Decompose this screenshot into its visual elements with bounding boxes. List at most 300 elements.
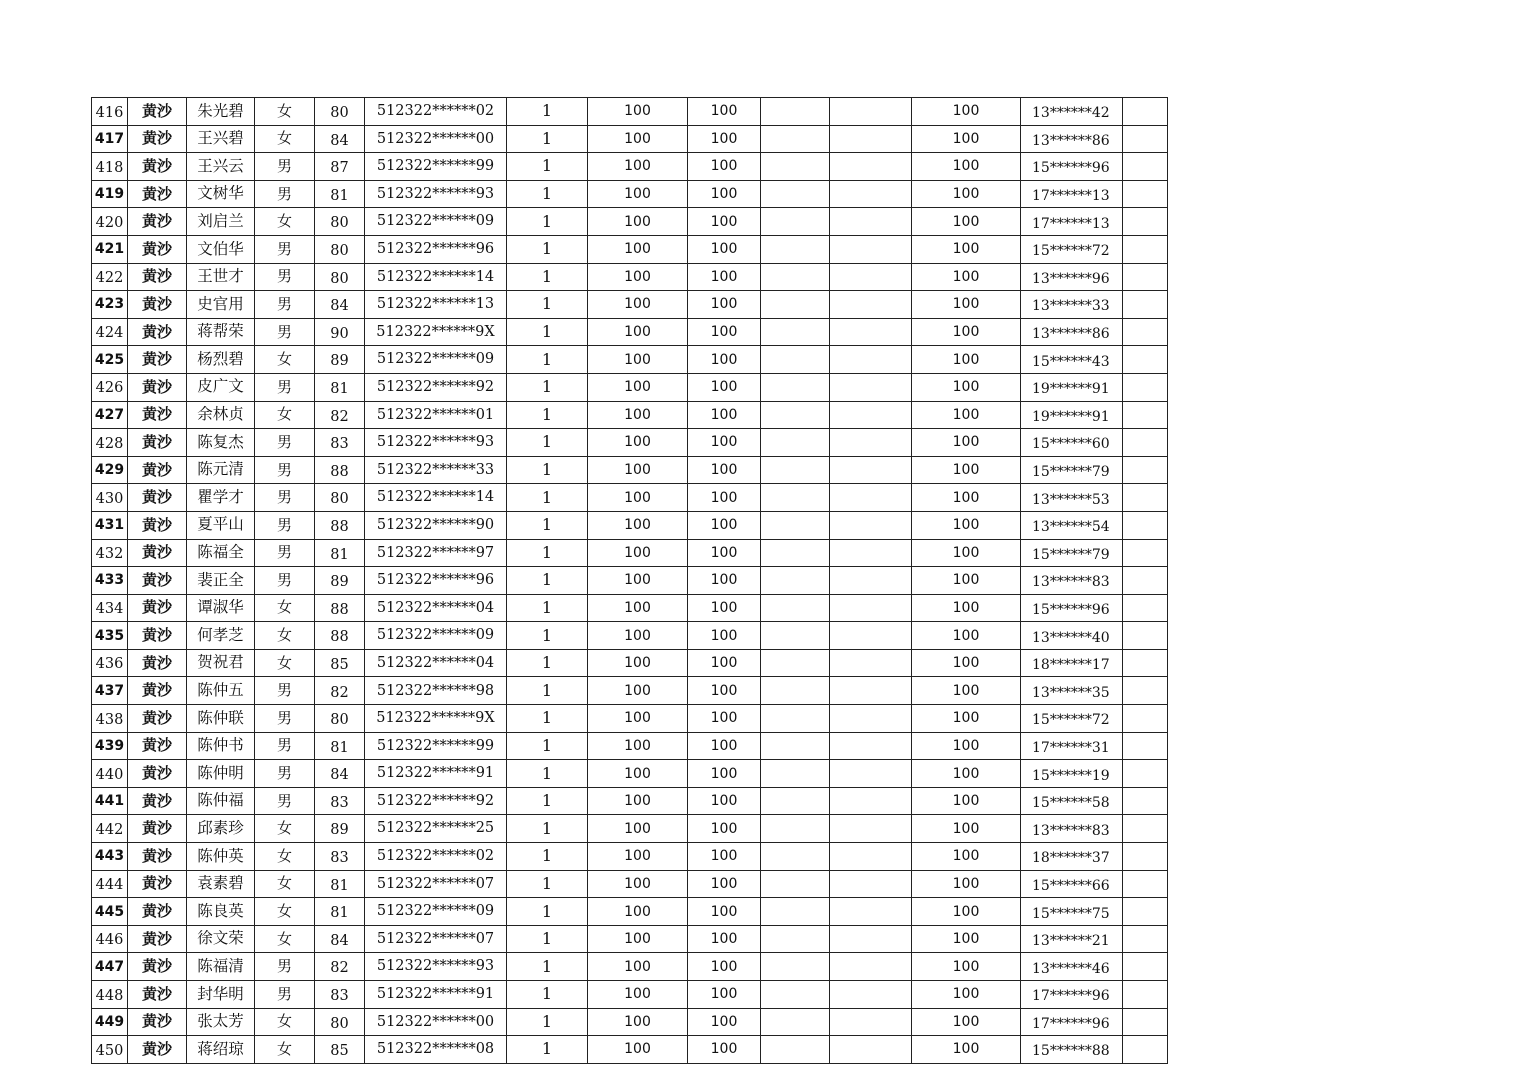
cell-amount-b: 100: [688, 263, 761, 291]
cell-blank: [1123, 373, 1168, 401]
cell-town: 黄沙: [128, 153, 187, 181]
cell-blank: [830, 484, 912, 512]
cell-town: 黄沙: [128, 787, 187, 815]
cell-blank: [1123, 511, 1168, 539]
cell-blank: [830, 815, 912, 843]
cell-count: 1: [507, 1036, 588, 1064]
cell-town: 黄沙: [128, 235, 187, 263]
cell-blank: [761, 1008, 830, 1036]
cell-id-number: 512322******02: [365, 98, 507, 126]
cell-amount-a: 100: [588, 622, 688, 650]
cell-sex: 男: [255, 484, 315, 512]
cell-id-number: 512322******96: [365, 235, 507, 263]
cell-id-number: 512322******93: [365, 180, 507, 208]
cell-town: 黄沙: [128, 180, 187, 208]
cell-amount-b: 100: [688, 539, 761, 567]
cell-id-number: 512322******01: [365, 401, 507, 429]
cell-blank: [1123, 567, 1168, 595]
cell-blank: [1123, 594, 1168, 622]
cell-id-number: 512322******93: [365, 429, 507, 457]
cell-amount-c: 100: [912, 484, 1021, 512]
cell-id-number: 512322******04: [365, 594, 507, 622]
cell-phone: 15******19: [1021, 760, 1123, 788]
cell-blank: [761, 567, 830, 595]
cell-amount-b: 100: [688, 649, 761, 677]
cell-blank: [761, 153, 830, 181]
cell-blank: [761, 622, 830, 650]
cell-amount-b: 100: [688, 456, 761, 484]
cell-seq-number: 426: [92, 373, 128, 401]
table-row: [92, 318, 1168, 346]
cell-age: 88: [315, 456, 365, 484]
cell-seq-number: 424: [92, 318, 128, 346]
cell-seq-number: 446: [92, 925, 128, 953]
cell-blank: [761, 456, 830, 484]
cell-blank: [761, 125, 830, 153]
cell-count: 1: [507, 898, 588, 926]
cell-amount-b: 100: [688, 567, 761, 595]
cell-count: 1: [507, 732, 588, 760]
cell-seq-number: 419: [92, 180, 128, 208]
cell-sex: 男: [255, 953, 315, 981]
cell-age: 89: [315, 567, 365, 595]
cell-id-number: 512322******99: [365, 153, 507, 181]
cell-seq-number: 435: [92, 622, 128, 650]
cell-blank: [1123, 208, 1168, 236]
cell-amount-a: 100: [588, 125, 688, 153]
cell-id-number: 512322******33: [365, 456, 507, 484]
cell-blank: [1123, 1036, 1168, 1064]
cell-sex: 女: [255, 346, 315, 374]
cell-name: 封华明: [187, 981, 255, 1009]
cell-count: 1: [507, 925, 588, 953]
cell-amount-c: 100: [912, 705, 1021, 733]
cell-count: 1: [507, 649, 588, 677]
cell-amount-c: 100: [912, 539, 1021, 567]
cell-seq-number: 449: [92, 1008, 128, 1036]
cell-amount-c: 100: [912, 594, 1021, 622]
cell-count: 1: [507, 318, 588, 346]
cell-phone: 15******58: [1021, 787, 1123, 815]
cell-blank: [830, 456, 912, 484]
table-row: [92, 346, 1168, 374]
cell-name: 陈仲福: [187, 787, 255, 815]
cell-blank: [1123, 677, 1168, 705]
cell-amount-a: 100: [588, 760, 688, 788]
cell-age: 81: [315, 898, 365, 926]
cell-phone: 18******17: [1021, 649, 1123, 677]
cell-sex: 男: [255, 787, 315, 815]
cell-amount-c: 100: [912, 429, 1021, 457]
cell-sex: 女: [255, 98, 315, 126]
cell-age: 82: [315, 953, 365, 981]
cell-town: 黄沙: [128, 263, 187, 291]
table-row: [92, 98, 1168, 126]
cell-amount-b: 100: [688, 787, 761, 815]
cell-name: 陈复杰: [187, 429, 255, 457]
cell-name: 瞿学才: [187, 484, 255, 512]
cell-amount-c: 100: [912, 125, 1021, 153]
cell-blank: [830, 373, 912, 401]
cell-amount-c: 100: [912, 401, 1021, 429]
cell-phone: 15******88: [1021, 1036, 1123, 1064]
cell-amount-a: 100: [588, 732, 688, 760]
cell-town: 黄沙: [128, 953, 187, 981]
cell-name: 朱光碧: [187, 98, 255, 126]
cell-blank: [830, 1008, 912, 1036]
cell-seq-number: 421: [92, 235, 128, 263]
cell-name: 陈福清: [187, 953, 255, 981]
cell-blank: [1123, 898, 1168, 926]
cell-name: 夏平山: [187, 511, 255, 539]
cell-seq-number: 425: [92, 346, 128, 374]
cell-amount-c: 100: [912, 843, 1021, 871]
cell-phone: 19******91: [1021, 373, 1123, 401]
cell-phone: 13******86: [1021, 125, 1123, 153]
cell-amount-b: 100: [688, 318, 761, 346]
cell-amount-b: 100: [688, 401, 761, 429]
cell-count: 1: [507, 981, 588, 1009]
cell-blank: [761, 511, 830, 539]
cell-amount-c: 100: [912, 180, 1021, 208]
cell-amount-c: 100: [912, 373, 1021, 401]
cell-id-number: 512322******92: [365, 373, 507, 401]
cell-phone: 13******46: [1021, 953, 1123, 981]
cell-amount-a: 100: [588, 677, 688, 705]
cell-id-number: 512322******14: [365, 263, 507, 291]
cell-id-number: 512322******97: [365, 539, 507, 567]
table-row: [92, 125, 1168, 153]
cell-name: 何孝芝: [187, 622, 255, 650]
cell-sex: 女: [255, 1008, 315, 1036]
cell-amount-a: 100: [588, 1008, 688, 1036]
cell-amount-a: 100: [588, 318, 688, 346]
cell-blank: [830, 677, 912, 705]
cell-amount-b: 100: [688, 732, 761, 760]
cell-id-number: 512322******9X: [365, 705, 507, 733]
cell-amount-c: 100: [912, 649, 1021, 677]
cell-seq-number: 450: [92, 1036, 128, 1064]
cell-phone: 13******54: [1021, 511, 1123, 539]
cell-amount-c: 100: [912, 760, 1021, 788]
cell-amount-b: 100: [688, 153, 761, 181]
cell-amount-c: 100: [912, 318, 1021, 346]
cell-blank: [830, 925, 912, 953]
cell-blank: [830, 318, 912, 346]
cell-seq-number: 436: [92, 649, 128, 677]
cell-sex: 男: [255, 567, 315, 595]
cell-phone: 15******79: [1021, 539, 1123, 567]
cell-seq-number: 438: [92, 705, 128, 733]
cell-seq-number: 443: [92, 843, 128, 871]
cell-blank: [761, 180, 830, 208]
cell-blank: [761, 208, 830, 236]
cell-count: 1: [507, 263, 588, 291]
cell-blank: [830, 153, 912, 181]
cell-blank: [1123, 843, 1168, 871]
table-row: [92, 843, 1168, 871]
cell-blank: [1123, 539, 1168, 567]
table-row: [92, 511, 1168, 539]
cell-amount-b: 100: [688, 180, 761, 208]
cell-blank: [830, 539, 912, 567]
cell-blank: [761, 705, 830, 733]
cell-age: 80: [315, 235, 365, 263]
cell-count: 1: [507, 511, 588, 539]
cell-amount-c: 100: [912, 1036, 1021, 1064]
cell-name: 陈良英: [187, 898, 255, 926]
cell-amount-a: 100: [588, 153, 688, 181]
cell-blank: [1123, 870, 1168, 898]
cell-phone: 13******83: [1021, 815, 1123, 843]
cell-count: 1: [507, 153, 588, 181]
cell-seq-number: 422: [92, 263, 128, 291]
cell-age: 80: [315, 98, 365, 126]
table-row: [92, 373, 1168, 401]
table-body: [92, 98, 1168, 1064]
cell-id-number: 512322******09: [365, 898, 507, 926]
cell-blank: [830, 649, 912, 677]
cell-sex: 女: [255, 843, 315, 871]
cell-phone: 17******13: [1021, 180, 1123, 208]
cell-count: 1: [507, 1008, 588, 1036]
cell-age: 84: [315, 760, 365, 788]
cell-sex: 男: [255, 153, 315, 181]
cell-amount-c: 100: [912, 981, 1021, 1009]
cell-sex: 男: [255, 705, 315, 733]
cell-blank: [761, 539, 830, 567]
cell-seq-number: 431: [92, 511, 128, 539]
cell-town: 黄沙: [128, 291, 187, 319]
cell-phone: 13******86: [1021, 318, 1123, 346]
cell-sex: 男: [255, 981, 315, 1009]
cell-sex: 女: [255, 898, 315, 926]
cell-amount-b: 100: [688, 594, 761, 622]
cell-blank: [1123, 484, 1168, 512]
cell-town: 黄沙: [128, 815, 187, 843]
cell-age: 89: [315, 815, 365, 843]
cell-amount-c: 100: [912, 153, 1021, 181]
cell-phone: 17******96: [1021, 1008, 1123, 1036]
cell-blank: [1123, 318, 1168, 346]
cell-town: 黄沙: [128, 705, 187, 733]
cell-blank: [830, 981, 912, 1009]
table-row: [92, 1008, 1168, 1036]
cell-name: 余林贞: [187, 401, 255, 429]
cell-count: 1: [507, 373, 588, 401]
cell-age: 82: [315, 677, 365, 705]
cell-count: 1: [507, 401, 588, 429]
cell-amount-b: 100: [688, 373, 761, 401]
table-row: [92, 649, 1168, 677]
cell-phone: 18******37: [1021, 843, 1123, 871]
cell-seq-number: 442: [92, 815, 128, 843]
cell-sex: 男: [255, 235, 315, 263]
cell-amount-c: 100: [912, 870, 1021, 898]
table-row: [92, 760, 1168, 788]
cell-age: 85: [315, 649, 365, 677]
cell-age: 80: [315, 208, 365, 236]
cell-sex: 男: [255, 180, 315, 208]
cell-seq-number: 428: [92, 429, 128, 457]
cell-amount-a: 100: [588, 208, 688, 236]
cell-amount-a: 100: [588, 953, 688, 981]
cell-age: 87: [315, 153, 365, 181]
cell-sex: 男: [255, 760, 315, 788]
cell-town: 黄沙: [128, 594, 187, 622]
cell-count: 1: [507, 677, 588, 705]
cell-count: 1: [507, 456, 588, 484]
cell-name: 谭淑华: [187, 594, 255, 622]
cell-sex: 女: [255, 401, 315, 429]
cell-blank: [830, 208, 912, 236]
cell-sex: 女: [255, 125, 315, 153]
cell-count: 1: [507, 98, 588, 126]
cell-amount-a: 100: [588, 98, 688, 126]
cell-phone: 15******66: [1021, 870, 1123, 898]
cell-amount-a: 100: [588, 346, 688, 374]
cell-blank: [761, 429, 830, 457]
cell-blank: [830, 953, 912, 981]
cell-age: 81: [315, 732, 365, 760]
cell-amount-c: 100: [912, 953, 1021, 981]
cell-blank: [1123, 401, 1168, 429]
cell-phone: 17******31: [1021, 732, 1123, 760]
cell-sex: 女: [255, 870, 315, 898]
cell-phone: 15******72: [1021, 235, 1123, 263]
cell-amount-a: 100: [588, 925, 688, 953]
table-row: [92, 567, 1168, 595]
cell-blank: [830, 401, 912, 429]
cell-sex: 男: [255, 263, 315, 291]
cell-age: 89: [315, 346, 365, 374]
cell-blank: [1123, 815, 1168, 843]
cell-age: 81: [315, 539, 365, 567]
cell-amount-c: 100: [912, 456, 1021, 484]
cell-blank: [830, 263, 912, 291]
table-row: [92, 870, 1168, 898]
cell-town: 黄沙: [128, 622, 187, 650]
cell-name: 袁素碧: [187, 870, 255, 898]
cell-phone: 15******60: [1021, 429, 1123, 457]
cell-blank: [830, 622, 912, 650]
cell-sex: 女: [255, 815, 315, 843]
cell-blank: [761, 981, 830, 1009]
cell-name: 杨烈碧: [187, 346, 255, 374]
cell-seq-number: 417: [92, 125, 128, 153]
cell-age: 84: [315, 925, 365, 953]
cell-sex: 女: [255, 649, 315, 677]
cell-sex: 女: [255, 622, 315, 650]
cell-age: 84: [315, 291, 365, 319]
cell-seq-number: 416: [92, 98, 128, 126]
cell-count: 1: [507, 870, 588, 898]
cell-amount-b: 100: [688, 98, 761, 126]
table-row: [92, 981, 1168, 1009]
cell-amount-a: 100: [588, 456, 688, 484]
cell-phone: 15******75: [1021, 898, 1123, 926]
table-row: [92, 705, 1168, 733]
cell-amount-c: 100: [912, 1008, 1021, 1036]
cell-seq-number: 418: [92, 153, 128, 181]
cell-blank: [830, 429, 912, 457]
cell-blank: [761, 291, 830, 319]
table-row: [92, 925, 1168, 953]
cell-seq-number: 423: [92, 291, 128, 319]
cell-age: 80: [315, 705, 365, 733]
cell-town: 黄沙: [128, 981, 187, 1009]
cell-amount-b: 100: [688, 925, 761, 953]
cell-town: 黄沙: [128, 456, 187, 484]
cell-id-number: 512322******00: [365, 1008, 507, 1036]
cell-blank: [830, 235, 912, 263]
cell-amount-b: 100: [688, 953, 761, 981]
roster-table: [91, 97, 1168, 1064]
cell-amount-a: 100: [588, 649, 688, 677]
cell-blank: [1123, 981, 1168, 1009]
cell-amount-b: 100: [688, 208, 761, 236]
cell-sex: 女: [255, 1036, 315, 1064]
cell-amount-b: 100: [688, 1008, 761, 1036]
cell-amount-a: 100: [588, 291, 688, 319]
table-row: [92, 787, 1168, 815]
cell-sex: 男: [255, 318, 315, 346]
cell-town: 黄沙: [128, 732, 187, 760]
cell-id-number: 512322******07: [365, 925, 507, 953]
cell-seq-number: 447: [92, 953, 128, 981]
cell-sex: 男: [255, 456, 315, 484]
cell-amount-a: 100: [588, 594, 688, 622]
cell-amount-a: 100: [588, 843, 688, 871]
cell-phone: 15******43: [1021, 346, 1123, 374]
cell-town: 黄沙: [128, 429, 187, 457]
cell-blank: [1123, 732, 1168, 760]
cell-amount-c: 100: [912, 677, 1021, 705]
cell-age: 80: [315, 263, 365, 291]
cell-count: 1: [507, 346, 588, 374]
cell-name: 陈仲英: [187, 843, 255, 871]
cell-age: 83: [315, 843, 365, 871]
cell-name: 刘启兰: [187, 208, 255, 236]
cell-amount-c: 100: [912, 208, 1021, 236]
cell-amount-b: 100: [688, 760, 761, 788]
cell-blank: [761, 263, 830, 291]
cell-blank: [761, 318, 830, 346]
cell-sex: 男: [255, 511, 315, 539]
cell-town: 黄沙: [128, 567, 187, 595]
cell-amount-a: 100: [588, 511, 688, 539]
cell-town: 黄沙: [128, 898, 187, 926]
cell-blank: [1123, 180, 1168, 208]
cell-amount-b: 100: [688, 125, 761, 153]
table-row: [92, 539, 1168, 567]
cell-amount-c: 100: [912, 567, 1021, 595]
cell-amount-a: 100: [588, 373, 688, 401]
cell-seq-number: 433: [92, 567, 128, 595]
cell-age: 82: [315, 401, 365, 429]
cell-name: 陈仲书: [187, 732, 255, 760]
cell-blank: [761, 373, 830, 401]
cell-town: 黄沙: [128, 346, 187, 374]
cell-blank: [830, 898, 912, 926]
cell-age: 80: [315, 484, 365, 512]
cell-amount-a: 100: [588, 539, 688, 567]
cell-amount-c: 100: [912, 732, 1021, 760]
table-row: [92, 429, 1168, 457]
cell-seq-number: 427: [92, 401, 128, 429]
table-row: [92, 235, 1168, 263]
cell-blank: [761, 870, 830, 898]
